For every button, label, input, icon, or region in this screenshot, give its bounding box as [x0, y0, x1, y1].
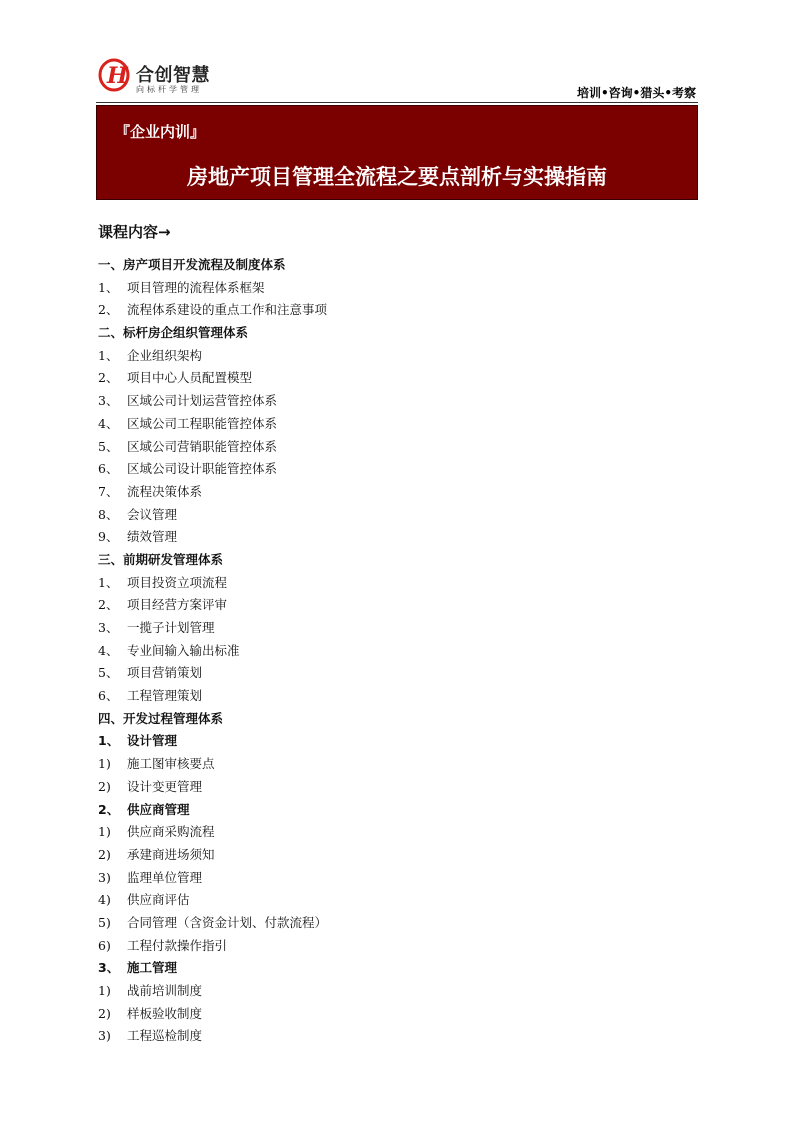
item-text: 一、房产项目开发流程及制度体系 [98, 257, 286, 272]
item-text: 样板验收制度 [127, 1005, 203, 1021]
header-divider [96, 102, 698, 103]
item-number: 3、 [98, 960, 120, 976]
item-number: 6) [98, 937, 111, 953]
item-text: 合同管理（含资金计划、付款流程） [127, 914, 328, 930]
item-number: 2、 [98, 597, 119, 613]
item-number: 1、 [98, 733, 120, 749]
item-text: 项目管理的流程体系框架 [127, 279, 265, 295]
outline-item [98, 594, 698, 617]
item-text: 设计管理 [127, 733, 178, 749]
item-text: 会议管理 [127, 506, 178, 522]
item-text: 承建商进场须知 [127, 846, 215, 862]
logo-slogan: 向标杆学管理 [136, 85, 202, 94]
svg-text:H: H [107, 63, 128, 89]
outline-item [98, 867, 698, 890]
outline-item [98, 572, 698, 595]
item-number: 1) [98, 756, 111, 772]
outline-item [98, 345, 698, 368]
item-number: 3) [98, 869, 111, 885]
outline-item [98, 912, 698, 935]
outline-item [98, 1025, 698, 1048]
item-text: 二、标杆房企组织管理体系 [98, 325, 249, 341]
item-text: 工程巡检制度 [127, 1028, 203, 1044]
item-text: 施工图审核要点 [127, 756, 215, 772]
outline-item [98, 1003, 698, 1026]
item-number: 2) [98, 1005, 111, 1021]
item-number: 2) [98, 778, 111, 794]
subsection-heading [98, 799, 698, 822]
outline-item [98, 935, 698, 958]
company-logo [98, 56, 228, 98]
item-text: 专业间输入输出标准 [127, 642, 240, 658]
item-number: 4、 [98, 642, 119, 658]
outline-item [98, 436, 698, 459]
item-number: 3、 [98, 620, 119, 635]
item-number: 5) [98, 914, 111, 930]
item-number: 4、 [98, 415, 119, 431]
item-number: 2) [98, 846, 111, 862]
item-number: 1、 [98, 347, 119, 363]
outline-item [98, 821, 698, 844]
item-number: 7、 [98, 483, 119, 499]
banner-tag: 『企业内训』 [115, 123, 206, 141]
outline-item [98, 277, 698, 300]
item-text: 战前培训制度 [127, 983, 203, 998]
subsection-heading [98, 730, 698, 753]
item-text: 供应商采购流程 [127, 824, 215, 840]
item-text: 监理单位管理 [127, 869, 203, 885]
item-number: 8、 [98, 506, 119, 522]
outline-item [98, 662, 698, 685]
item-text: 区域公司工程职能管控体系 [127, 415, 278, 431]
section-heading [98, 254, 698, 277]
outline-item [98, 504, 698, 527]
item-text: 一揽子计划管理 [127, 620, 215, 635]
logo-name: 合创智慧 [136, 65, 210, 86]
item-number: 5、 [98, 438, 119, 454]
item-text: 三、前期研发管理体系 [98, 551, 224, 567]
logo-h-icon [98, 58, 132, 92]
outline-item [98, 526, 698, 549]
item-text: 项目营销策划 [127, 665, 203, 681]
item-number: 2、 [98, 370, 119, 386]
section-heading [98, 708, 698, 731]
title-banner [96, 105, 698, 200]
item-number: 6、 [98, 688, 119, 704]
item-text: 供应商管理 [127, 801, 190, 817]
outline-item [98, 685, 698, 708]
item-text: 四、开发过程管理体系 [98, 710, 224, 726]
header-tagline: 培训•咨询•猎头•考察 [576, 86, 696, 100]
subsection-heading [98, 957, 698, 980]
outline-item [98, 617, 698, 640]
page-header [96, 56, 698, 104]
course-content [98, 220, 698, 1048]
item-number: 6、 [98, 461, 119, 477]
item-text: 项目中心人员配置模型 [127, 370, 253, 386]
outline-item [98, 640, 698, 663]
outline-item [98, 367, 698, 390]
content-heading: 课程内容→ [98, 223, 171, 241]
outline-item [98, 458, 698, 481]
item-text: 流程体系建设的重点工作和注意事项 [127, 302, 328, 318]
item-number: 2、 [98, 302, 119, 318]
item-text: 区域公司计划运营管控体系 [127, 393, 278, 409]
item-text: 项目经营方案评审 [127, 597, 228, 613]
item-number: 1) [98, 824, 111, 840]
outline-item [98, 980, 698, 1003]
item-text: 区域公司设计职能管控体系 [127, 461, 278, 477]
outline-item [98, 413, 698, 436]
item-text: 流程决策体系 [127, 483, 203, 499]
outline-item [98, 390, 698, 413]
course-title: 房地产项目管理全流程之要点剖析与实操指南 [187, 165, 607, 189]
item-text: 施工管理 [127, 960, 178, 976]
section-heading [98, 322, 698, 345]
outline-item [98, 481, 698, 504]
item-text: 绩效管理 [127, 529, 178, 545]
outline-item [98, 889, 698, 912]
item-text: 工程付款操作指引 [127, 937, 228, 953]
item-text: 设计变更管理 [127, 778, 203, 794]
item-number: 1) [98, 983, 111, 998]
item-number: 1、 [98, 574, 119, 590]
item-number: 3、 [98, 393, 119, 409]
item-text: 工程管理策划 [127, 688, 203, 704]
item-number: 1、 [98, 279, 119, 295]
item-number: 3) [98, 1028, 111, 1044]
outline-item [98, 753, 698, 776]
item-number: 2、 [98, 801, 120, 817]
item-text: 供应商评估 [127, 892, 190, 908]
section-heading [98, 549, 698, 572]
outline-item [98, 844, 698, 867]
outline-item [98, 776, 698, 799]
item-text: 企业组织架构 [127, 347, 203, 363]
item-text: 项目投资立项流程 [127, 574, 228, 590]
item-number: 5、 [98, 665, 119, 681]
course-outline [98, 254, 698, 1048]
item-number: 4) [98, 892, 111, 908]
outline-item [98, 299, 698, 322]
item-text: 区域公司营销职能管控体系 [127, 438, 278, 454]
item-number: 9、 [98, 529, 119, 545]
